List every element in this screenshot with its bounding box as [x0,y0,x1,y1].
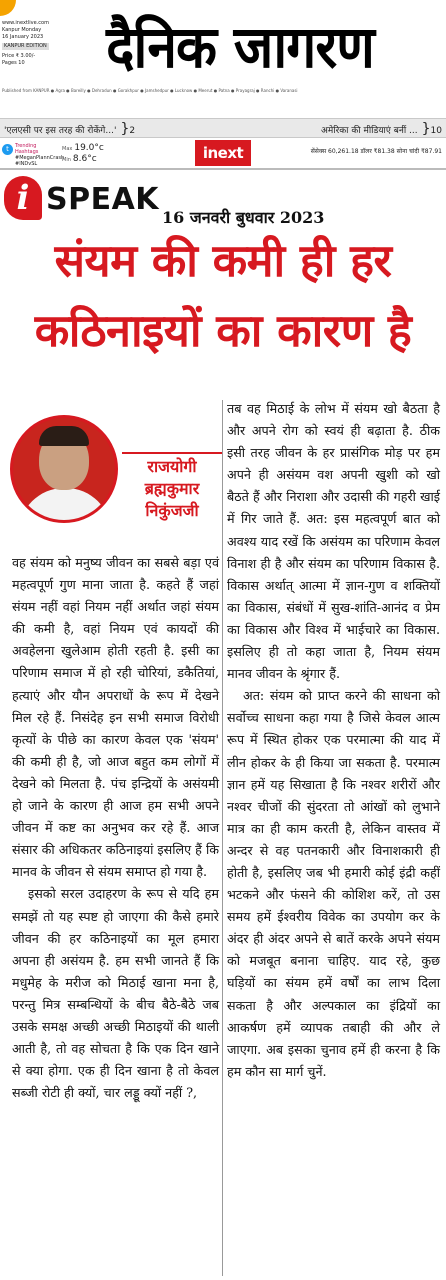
trending-label: Trending Hashtags [15,143,39,155]
price: Price ₹ 3.00/- [2,53,36,59]
ispeak-header [4,176,404,227]
i-badge-icon: i [4,176,42,220]
info-row [0,140,446,168]
issue-date: 16 January 2023 [2,34,44,40]
edition-label: KANPUR EDITION [4,43,47,49]
editions-strip: Published from KANPUR ● Agra ● Bareilly ● Dehradun ● Gorakhpur ● Jamshedpur ● Lucknow ● Meerut ● Patna ● Prayagraj ● Ranchi ● Varanasi [2,88,298,93]
teaser-left-page: 2 [129,126,136,136]
teaser-left-text: 'एलएसी पर इस तरह की रोकेंगे...' [4,126,117,136]
paragraph-4: अत: संयम को प्राप्त करने की साधना को सर्वोच्च साधना कहा गया है जिसे केवल आत्म रूप में स्थित होकर एक परमात्मा की याद में लीन होकर के ही किया जा सकता है. परमात्म ज्ञान हमें यह सिखाता है कि नश्वर शरीरों और नश्वर चीजों की सुंदरता तो आंखों को लुभाने मात्र का ही काम करती है, लेकिन वास्तव में अन्दर से वह पतनकारी और विनाशकारी ही होती है, इसलिए जब भी हमारी कोई इंद्री कहीं भटकने और फंसने की कोशिश करें, तो उस समय हमें ईश्वरीय विवेक का उपयोग कर के अंदर ही अंदर अपने से बातें करके अपने संयम को मजबूत बनाना चाहिए. याद रहे, कुछ घड़ियों का संयम हमें वर्षों का लाभ दिला सकता है और अल्पकाल का इंद्रियों का आकर्षण हमें व्यापक तबाही की और ले जाएगा. अब इसका चुनाव हमें ही करना है कि हम कौन सा मार्ग चुनें. [227,688,440,1079]
paragraph-1: वह संयम को मनुष्य जीवन का सबसे बड़ा एवं महत्वपूर्ण गुण माना जाता है. कहते हैं जहां संयम नहीं वहां नियम नहीं अर्थात जहां संयम की कमी है, वहां नियम एवं कायदों की अवहेलना खुलेआम होती रहती है. इसी का परिणाम समाज में हो रही चोरियां, डकैतियां, हत्याएं और यौन अपराधों के रूप में देखने मिल रहे हैं. निसंदेह इन सभी समाज विरोधी कृत्यों के पीछे का कारण केवल एक 'संयम' की कमी ही है, जो आज बहुत कम लोगों में देखने को मिलता है. पंच इन्द्रियों के असंयमी हो जाने के कारण ही आज हम सभी अपने जीवन में कष्ट का अनुभव कर रहे हैं. आज संसार की अधिकतर कठिनाइयां इसलिए हैं कि मानव के जीवन से संयम समाप्त हो गया है. [12,555,219,880]
publication-info [2,20,64,67]
max-temp: 19.0°c [74,143,104,153]
trending-tags: #MeganPlannCrash #INDvSL [15,155,65,167]
teaser-right-text: अमेरिका की मीडियाएं बनीं ... [320,126,418,136]
author-line-1: राजयोगी [147,457,197,476]
site-url: www.inextlive.com [2,20,49,26]
headline-line-2: कठिनाइयों का कारण है [34,304,412,357]
paragraph-2: इसको सरल उदाहरण के रूप से यदि हम समझें तो यह स्पष्ट हो जाएगा की कैसे हमारे जीवन की हर कठिनाइयों का मूल हमारा अपना ही असंयम है. हम सभी जानते हैं कि मधुमेह के मरीज को मिठाई खाना मना है, परन्तु मित्र सम्बन्धियों के बीच बैठे-बैठे जब उसके समक्ष अच्छी अच्छी मिठाइयों की थाली आती है, तो वह सोचता है कि एक दिन खाने से क्या होगा. एक ही दिन खाना है तो केवल सब्जी रोटी ही क्यों, चार लड्डू क्यों नहीं ?, [12,886,219,1101]
author-photo [10,415,118,523]
author-line-3: निकुंजजी [145,501,199,520]
article-column-right [227,398,440,1083]
teaser-right-page: 10 [430,126,442,136]
author-byline [122,452,222,522]
max-label: Max [62,146,73,152]
article-column-left [12,552,219,1104]
min-temp: 8.6°c [72,154,97,164]
column-divider [222,400,223,1276]
teaser-bar [0,118,446,138]
city: Kanpur [2,27,20,33]
section-rule [0,168,446,170]
weather [62,143,104,165]
sun-logo-icon [0,0,16,16]
trending-hashtags [15,143,65,167]
section-date: 16 जनवरी बुधवार 2023 [162,208,325,227]
headline-line-1: संयम की कमी ही हर [54,234,392,287]
headline [6,226,440,366]
page-count: Pages 10 [2,60,25,66]
masthead [0,0,446,96]
teaser-right[interactable]: अमेरिका की मीडियाएं बनीं ... }10 [320,121,442,137]
teaser-left[interactable]: 'एलएसी पर इस तरह की रोकेंगे...' }2 [4,121,136,137]
newspaper-title: दैनिक जागरण [106,12,374,81]
paragraph-3: तब वह मिठाई के लोभ में संयम खो बैठता है और अपने रोग को स्वयं ही बढ़ाता है. ठीक इसी तरह जीवन के हर प्रासंगिक मोड़ पर हम अपने ही असंयम वश अपनी खुशी को खो बैठते हैं और निराशा और उदासी की गहरी खाई में गिर जाते हैं. अत: इस महत्वपूर्ण बात को अवश्य याद रखें कि असंयम का परिणाम केवल विनाश ही है और संयम का परिणाम विकास है. विकास अर्थात् आत्मा में ज्ञान-गुण व शक्तियों का विकास, संबंधों में सुख-शांति-आनंद व प्रेम का विकास और विश्व में भाईचारे का विकास. इसलिए ही तो कहा जाता है, नियम संयम मानव जीवन के श्रृंगार हैं. [227,401,440,682]
market-ticker: सेंसेक्स 60,261.18 डॉलर ₹81.38 सोना चांदी ₹87.91 [310,148,442,155]
section-name: SPEAK [46,182,160,217]
min-label: Min [62,157,71,163]
twitter-icon: t [2,144,13,155]
author-line-2: ब्रह्मकुमार [144,479,200,498]
inext-logo: inext [195,140,251,166]
weekday: Monday [21,27,42,33]
